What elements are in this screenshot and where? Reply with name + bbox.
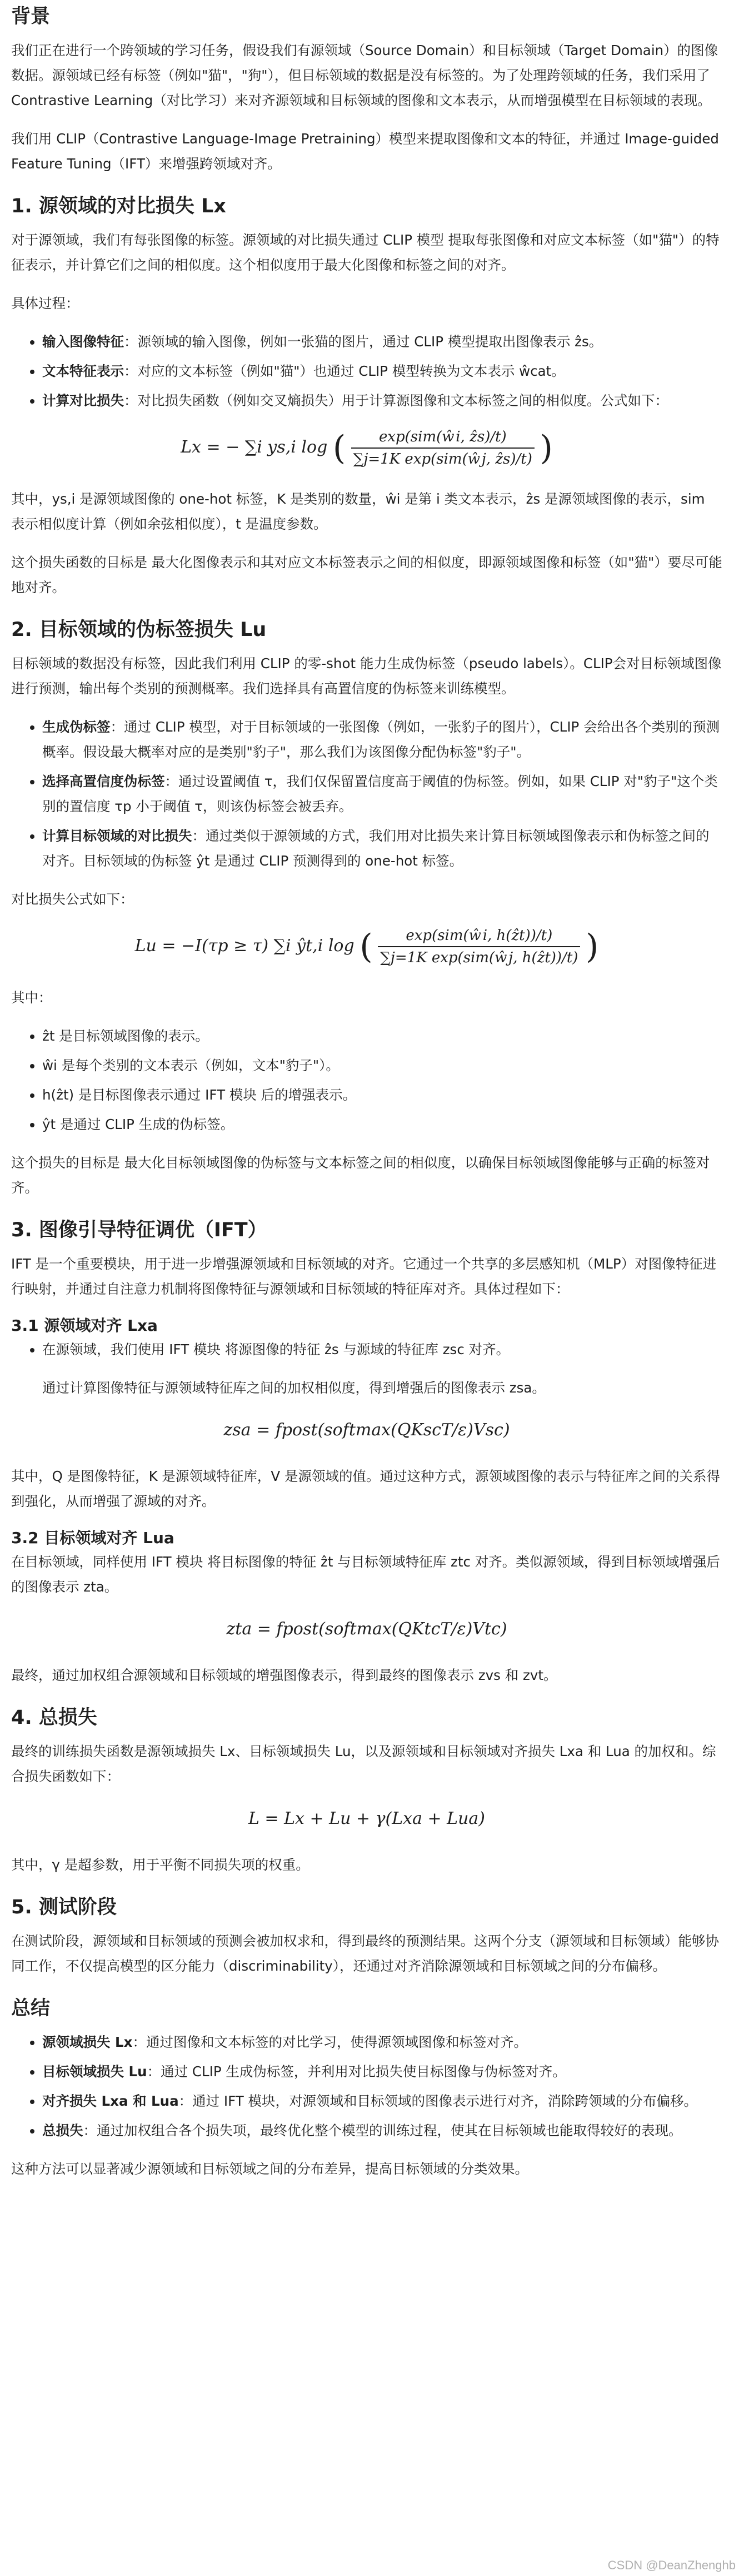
list-item-text: ：通过图像和文本标签的对比学习，使得源领域图像和标签对齐。 xyxy=(132,2034,527,2050)
section-1-process-label: 具体过程： xyxy=(11,295,79,311)
section-3-2-final: 最终，通过加权组合源领域和目标领域的增强图像表示，得到最终的图像表示 zvs 和 zvt。 xyxy=(11,1667,557,1683)
background-paragraph-1: 我们正在进行一个跨领域的学习任务，假设我们有源领域（Source Domain）和目标领域（Target Domain）的图像数据。源领域已经有标签（例如"猫"，"狗"），但目标领域的数据是没有标签的。为了处理跨领域的任务，我们采用了 Contrastive Learning（对比学习）来对齐源领域和目标领域的图像和文本表示，从而增强模型在目标领域的表现。 xyxy=(11,42,718,108)
section-3-2-text: 在目标领域，同样使用 IFT 模块 将目标图像的特征 ẑt 与目标领域特征库 ztc 对齐。类似源领域，得到目标领域增强后的图像表示 zta。 xyxy=(11,1554,720,1595)
section-3-1-list xyxy=(11,1337,722,1362)
formula-lu-left: Lu = −I(τp ≥ τ) xyxy=(134,936,269,956)
article-content xyxy=(11,0,722,2181)
section-3-2-heading: 3.2 目标领域对齐 Lua xyxy=(11,1529,174,1547)
list-item xyxy=(42,2059,722,2084)
list-item xyxy=(42,329,722,354)
list-item xyxy=(42,388,722,413)
section-2-formula-label: 对比损失公式如下： xyxy=(11,891,134,907)
list-item-label: 对齐损失 Lxa 和 Lua xyxy=(42,2093,179,2109)
formula-zsa: zsa = fpost(softmax(QKscT/ε)Vsc) xyxy=(223,1420,510,1440)
list-item xyxy=(42,769,722,819)
formula-lx xyxy=(11,426,722,470)
list-item-label: 总损失 xyxy=(42,2122,83,2139)
background-paragraph-2: 我们用 CLIP（Contrastive Language-Image Pretraining）模型来提取图像和文本的特征，并通过 Image-guided Feature Tuning（IFT）来增强跨领域对齐。 xyxy=(11,131,719,172)
list-item-label: 目标领域损失 Lu xyxy=(42,2063,147,2080)
formula-lx-denominator: ∑j=1K exp(sim(ŵj, ẑs)/t) xyxy=(353,451,532,468)
section-4-heading: 4. 总损失 xyxy=(11,1707,97,1729)
list-item-text: ：通过设置阈值 τ，我们仅保留置信度高于阈值的伪标签。例如，如果 CLIP 对"豹子"这个类别的置信度 τp 小于阈值 τ，则该伪标签会被丢弃。 xyxy=(42,773,718,814)
formula-lu-denominator: ∑j=1K exp(sim(ŵj, h(ẑt))/t) xyxy=(380,949,578,966)
section-3-heading: 3. 图像引导特征调优（IFT） xyxy=(11,1219,267,1241)
list-item xyxy=(42,823,722,873)
section-3-1-heading: 3.1 源领域对齐 Lxa xyxy=(11,1316,158,1335)
section-2-goal: 这个损失的目标是 最大化目标领域图像的伪标签与文本标签之间的相似度，以确保目标领域图像能够与正确的标签对齐。 xyxy=(11,1155,710,1196)
list-item: • ẑt 是目标领域图像的表示。 xyxy=(42,1023,722,1048)
list-item-label: 选择高置信度伪标签 xyxy=(42,773,165,789)
formula-lu-fraction xyxy=(378,925,580,968)
section-5-text: 在测试阶段，源领域和目标领域的预测会被加权求和，得到最终的预测结果。这两个分支（源领域和目标领域）能够协同工作，不仅提高模型的区分能力（discriminability），还通过对齐消除源领域和目标领域之间的分布偏移。 xyxy=(11,1933,719,1974)
list-item-text: ：通过 IFT 模块，对源领域和目标领域的图像表示进行对齐，消除跨领域的分布偏移。 xyxy=(178,2093,698,2109)
list-item-text: ：源领域的输入图像，例如一张猫的图片，通过 CLIP 模型提取出图像表示 ẑs。 xyxy=(124,334,603,350)
list-item xyxy=(42,2030,722,2055)
list-item-label: 计算对比损失 xyxy=(42,392,124,409)
section-3-1-where: 其中，Q 是图像特征，K 是源领域特征库，V 是源领域的值。通过这种方式，源领域图像的表示与特征库之间的关系得到强化，从而增强了源域的对齐。 xyxy=(11,1468,720,1509)
section-2-list xyxy=(11,714,722,873)
section-3-intro: IFT 是一个重要模块，用于进一步增强源领域和目标领域的对齐。它通过一个共享的多层感知机（MLP）对图像特征进行映射，并通过自注意力机制将图像特征与源领域和目标领域的特征库对齐。具体过程如下： xyxy=(11,1256,717,1297)
section-2-where-list xyxy=(11,1023,722,1137)
section-1-where: 其中，ys,i 是源领域图像的 one-hot 标签，K 是类别的数量，ŵi 是第 i 类文本表示，ẑs 是源领域图像的表示，sim 表示相似度计算（例如余弦相似度），t 是温度参数。 xyxy=(11,491,705,532)
section-1-list xyxy=(11,329,722,413)
summary-final: 这种方法可以显著减少源领域和目标领域之间的分布差异，提高目标领域的分类效果。 xyxy=(11,2161,528,2177)
list-item: • 在源领域，我们使用 IFT 模块 将源图像的特征 ẑs 与源域的特征库 zsc 对齐。 xyxy=(42,1337,722,1362)
formula-lx-sum: ∑i ys,i log xyxy=(244,437,328,457)
paren-left: ( xyxy=(332,429,346,468)
section-4-where: 其中，γ 是超参数，用于平衡不同损失项的权重。 xyxy=(11,1857,309,1873)
section-1-goal: 这个损失函数的目标是 最大化图像表示和其对应文本标签表示之间的相似度，即源领域图像和标签（如"猫"）要尽可能地对齐。 xyxy=(11,554,722,595)
formula-total-loss: L = Lx + Lu + γ(Lxa + Lua) xyxy=(248,1809,486,1828)
list-item-label: 生成伪标签 xyxy=(42,719,111,735)
formula-lu-sum: ∑i ŷt,i log xyxy=(273,936,354,956)
list-item-text: ：对比损失函数（例如交叉熵损失）用于计算源图像和文本标签之间的相似度。公式如下： xyxy=(124,392,668,409)
formula-lu-numerator: exp(sim(ŵi, h(ẑt))/t) xyxy=(378,925,580,947)
section-5-heading: 5. 测试阶段 xyxy=(11,1896,117,1918)
section-1-heading: 1. 源领域的对比损失 Lx xyxy=(11,195,226,217)
list-item xyxy=(42,2118,722,2143)
list-item-text: ：通过 CLIP 模型，对于目标领域的一张图像（例如，一张豹子的图片），CLIP 会给出各个类别的预测概率。假设最大概率对应的是类别"豹子"，那么我们为该图像分配伪标签"豹子"。 xyxy=(42,719,720,760)
formula-lu xyxy=(11,925,722,968)
summary-list xyxy=(11,2030,722,2143)
formula-zta: zta = fpost(softmax(QKtcT/ε)Vtc) xyxy=(226,1619,507,1639)
list-item-text: ：通过类似于源领域的方式，我们用对比损失来计算目标领域图像表示和伪标签之间的对齐。目标领域的伪标签 ŷt 是通过 CLIP 预测得到的 one-hot 标签。 xyxy=(42,828,710,869)
list-item-text: ：对应的文本标签（例如"猫"）也通过 CLIP 模型转换为文本表示 ŵcat。 xyxy=(124,363,565,379)
formula-lx-fraction xyxy=(351,426,535,470)
paren-left: ( xyxy=(359,927,373,966)
list-item-label: 文本特征表示 xyxy=(42,363,124,379)
section-4-intro: 最终的训练损失函数是源领域损失 Lx、目标领域损失 Lu，以及源领域和目标领域对齐损失 Lxa 和 Lua 的加权和。综合损失函数如下： xyxy=(11,1743,716,1784)
section-2-where-label: 其中： xyxy=(11,989,52,1006)
watermark: CSDN @DeanZhenghb xyxy=(607,2558,736,2572)
background-heading: 背景 xyxy=(11,6,51,28)
section-3-1-detail: 通过计算图像特征与源领域特征库之间的加权相似度，得到增强后的图像表示 zsa。 xyxy=(42,1380,546,1396)
list-item: • h(ẑt) 是目标图像表示通过 IFT 模块 后的增强表示。 xyxy=(42,1082,722,1107)
section-2-intro: 目标领域的数据没有标签，因此我们利用 CLIP 的零-shot 能力生成伪标签（pseudo labels）。CLIP会对目标领域图像进行预测，输出每个类别的预测概率。我们选择具有高置信度的伪标签来训练模型。 xyxy=(11,655,722,697)
formula-lx-left: Lx = − xyxy=(181,437,240,457)
formula-lx-numerator: exp(sim(ŵi, ẑs)/t) xyxy=(351,426,535,449)
list-item xyxy=(42,714,722,764)
list-item-label: 输入图像特征 xyxy=(42,334,124,350)
list-item: • ŷt 是通过 CLIP 生成的伪标签。 xyxy=(42,1112,722,1137)
summary-heading: 总结 xyxy=(11,1997,51,2020)
list-item-text: ：通过 CLIP 生成伪标签，并利用对比损失使目标图像与伪标签对齐。 xyxy=(147,2063,566,2080)
section-1-intro: 对于源领域，我们有每张图像的标签。源领域的对比损失通过 CLIP 模型 提取每张图像和对应文本标签（如"猫"）的特征表示，并计算它们之间的相似度。这个相似度用于最大化图像和标签之间的对齐。 xyxy=(11,232,720,273)
list-item-label: 计算目标领域的对比损失 xyxy=(42,828,192,844)
list-item xyxy=(42,359,722,384)
section-2-heading: 2. 目标领域的伪标签损失 Lu xyxy=(11,619,267,641)
list-item xyxy=(42,2088,722,2113)
list-item-text: ：通过加权组合各个损失项，最终优化整个模型的训练过程，使其在目标领域也能取得较好的表现。 xyxy=(83,2122,682,2139)
list-item: • ŵi 是每个类别的文本表示（例如，文本"豹子"）。 xyxy=(42,1053,722,1078)
paren-right: ) xyxy=(540,429,553,468)
paren-right: ) xyxy=(585,927,599,966)
list-item-label: 源领域损失 Lx xyxy=(42,2034,133,2050)
